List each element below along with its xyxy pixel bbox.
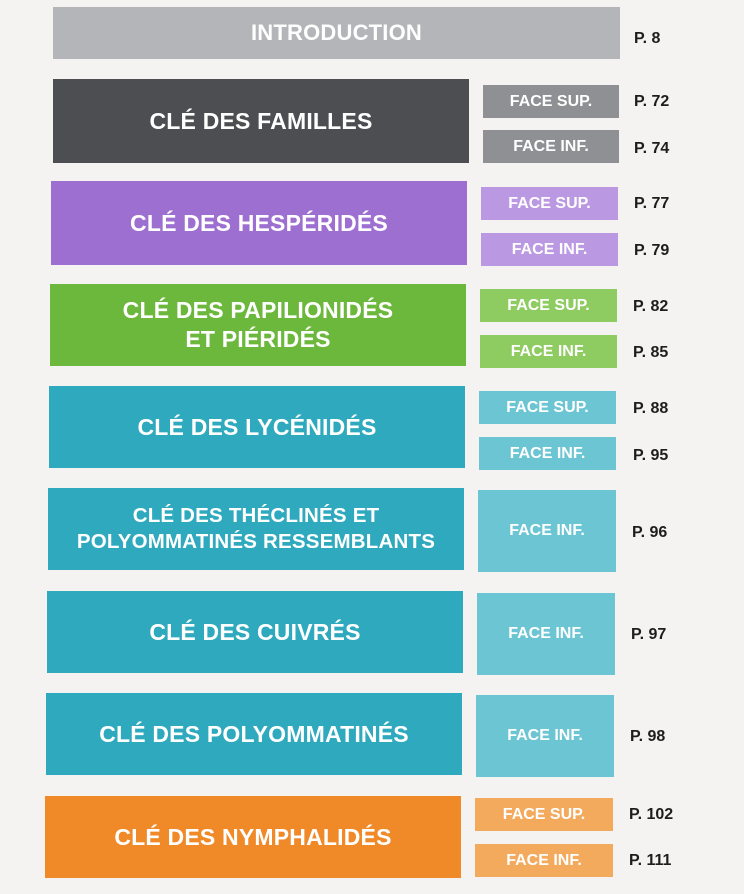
nymphalides-face-sup-page: P. 102 (629, 806, 674, 823)
polyommatines-key-label: CLÉ DES POLYOMMATINÉS (99, 720, 409, 747)
families-face-sup-button[interactable] (483, 85, 619, 118)
hesperides-key-label: CLÉ DES HESPÉRIDÉS (130, 209, 388, 236)
polyommatines-key-bar[interactable] (46, 693, 462, 775)
hesperides-face-inf-button[interactable] (481, 233, 618, 266)
polyommatines-face-inf-button[interactable] (476, 695, 614, 777)
lycenides-key-label: CLÉ DES LYCÉNIDÉS (137, 413, 377, 440)
lycenides-face-inf-page: P. 95 (633, 447, 669, 464)
cuivres-key-label: CLÉ DES CUIVRÉS (149, 618, 361, 645)
papilionides-key-label-line1: CLÉ DES PAPILIONIDÉS (122, 297, 394, 324)
lycenides-face-sup-button[interactable] (479, 391, 616, 424)
papilionides-key-label-line2: ET PIÉRIDÉS (185, 326, 331, 352)
nymphalides-face-inf-button[interactable] (475, 844, 613, 877)
nymphalides-key-bar[interactable] (45, 796, 461, 878)
nymphalides-face-inf-page: P. 111 (629, 852, 672, 869)
theclines-key-bar[interactable] (48, 488, 464, 570)
hesperides-face-sup-page: P. 77 (634, 195, 670, 212)
hesperides-face-inf-page: P. 79 (634, 242, 670, 259)
lycenides-face-inf-label: FACE INF. (509, 444, 586, 462)
lycenides-face-inf-button[interactable] (479, 437, 616, 470)
nymphalides-face-sup-label: FACE SUP. (502, 805, 586, 823)
theclines-face-inf-page: P. 96 (632, 524, 668, 541)
papilionides-face-inf-page: P. 85 (633, 344, 669, 361)
lycenides-face-sup-label: FACE SUP. (506, 398, 589, 416)
families-face-sup-page: P. 72 (634, 93, 670, 110)
papilionides-key-bar[interactable] (50, 284, 466, 366)
polyommatines-face-inf-label: FACE INF. (507, 727, 583, 744)
introduction-label: INTRODUCTION (250, 20, 423, 46)
families-face-inf-label: FACE INF. (513, 137, 589, 155)
nymphalides-face-sup-button[interactable] (475, 798, 613, 831)
theclines-key-label-line1: CLÉ DES THÉCLINÉS ET (132, 504, 380, 528)
cuivres-face-inf-button[interactable] (477, 593, 615, 675)
families-key-bar[interactable] (53, 79, 469, 163)
papilionides-face-sup-page: P. 82 (633, 298, 669, 315)
hesperides-face-sup-label: FACE SUP. (508, 194, 591, 212)
nymphalides-face-inf-label: FACE INF. (506, 851, 582, 869)
hesperides-face-inf-label: FACE INF. (511, 240, 588, 258)
families-key-label: CLÉ DES FAMILLES (149, 107, 373, 134)
hesperides-key-bar[interactable] (51, 181, 467, 265)
introduction-page: P. 8 (634, 30, 661, 47)
theclines-face-inf-button[interactable] (478, 490, 616, 572)
lycenides-face-sup-page: P. 88 (633, 400, 669, 417)
cuivres-key-bar[interactable] (47, 591, 463, 673)
introduction-bar[interactable] (53, 7, 620, 59)
families-face-sup-label: FACE SUP. (509, 92, 593, 110)
papilionides-face-sup-button[interactable] (480, 289, 617, 322)
families-face-inf-button[interactable] (483, 130, 619, 163)
papilionides-face-sup-label: FACE SUP. (507, 296, 590, 314)
hesperides-face-sup-button[interactable] (481, 187, 618, 220)
lycenides-key-bar[interactable] (49, 386, 465, 468)
papilionides-face-inf-button[interactable] (480, 335, 617, 368)
cuivres-face-inf-label: FACE INF. (508, 625, 584, 642)
theclines-key-label-line2: POLYOMMATINÉS RESSEMBLANTS (76, 530, 436, 553)
cuivres-face-inf-page: P. 97 (631, 626, 667, 643)
polyommatines-face-inf-page: P. 98 (630, 728, 666, 745)
nymphalides-key-label: CLÉ DES NYMPHALIDÉS (114, 823, 392, 850)
theclines-face-inf-label: FACE INF. (509, 522, 585, 539)
papilionides-face-inf-label: FACE INF. (510, 342, 587, 360)
families-face-inf-page: P. 74 (634, 140, 670, 157)
